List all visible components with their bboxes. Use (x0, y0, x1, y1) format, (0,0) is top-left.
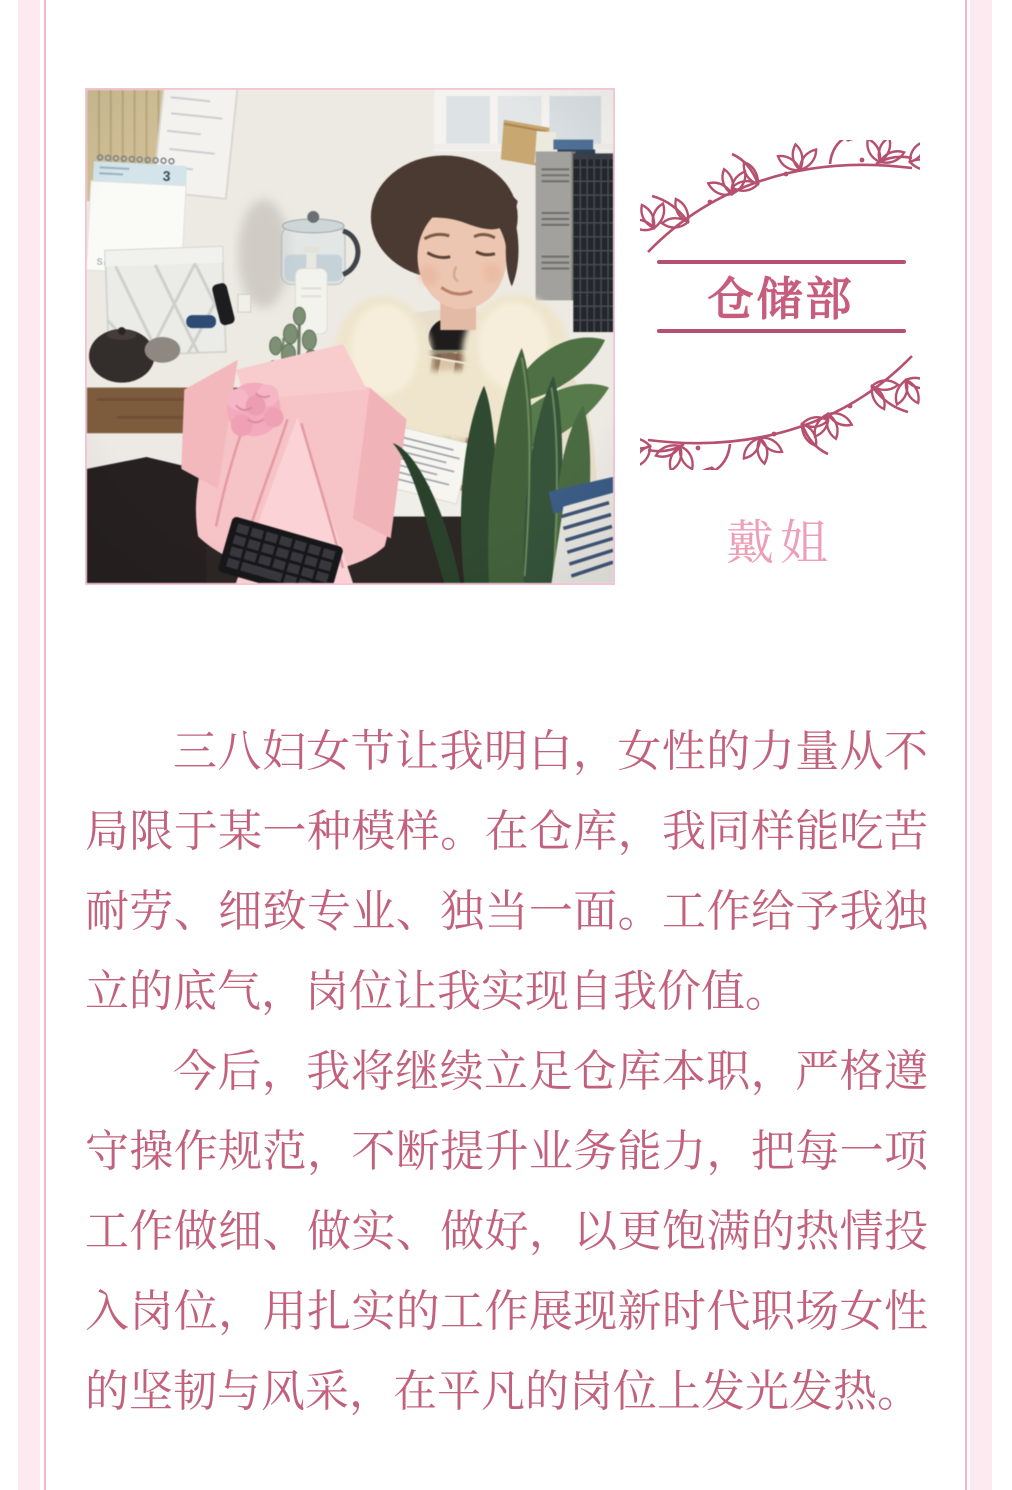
article-body (85, 712, 928, 1432)
badge-top-line (657, 260, 906, 264)
right-frame-line (965, 0, 967, 1490)
department-title: 仓储部 (707, 273, 855, 325)
right-pink-band (970, 0, 992, 1490)
left-frame-line (44, 0, 46, 1490)
department-badge (640, 140, 920, 470)
badge-ornament (640, 140, 920, 470)
branch-icon-bottom (640, 356, 920, 470)
paragraph: 三八妇女节让我明白，女性的力量从不局限于某一种模样。在仓库，我同样能吃苦耐劳、细致专业、独当一面。工作给予我独立的底气，岗位让我实现自我价值。 (85, 727, 928, 1016)
left-pink-band (18, 0, 40, 1490)
employee-photo (85, 88, 615, 585)
author-name: 戴姐 (726, 517, 835, 570)
badge-bottom-line (657, 329, 906, 333)
photo-illustration (87, 90, 613, 583)
paragraph: 今后，我将继续立足仓库本职，严格遵守操作规范，不断提升业务能力，把每一项工作做细、做实、做好，以更饱满的热情投入岗位，用扎实的工作展现新时代职场女性的坚韧与风采，在平凡的岗位上发光发热。 (85, 1047, 928, 1416)
